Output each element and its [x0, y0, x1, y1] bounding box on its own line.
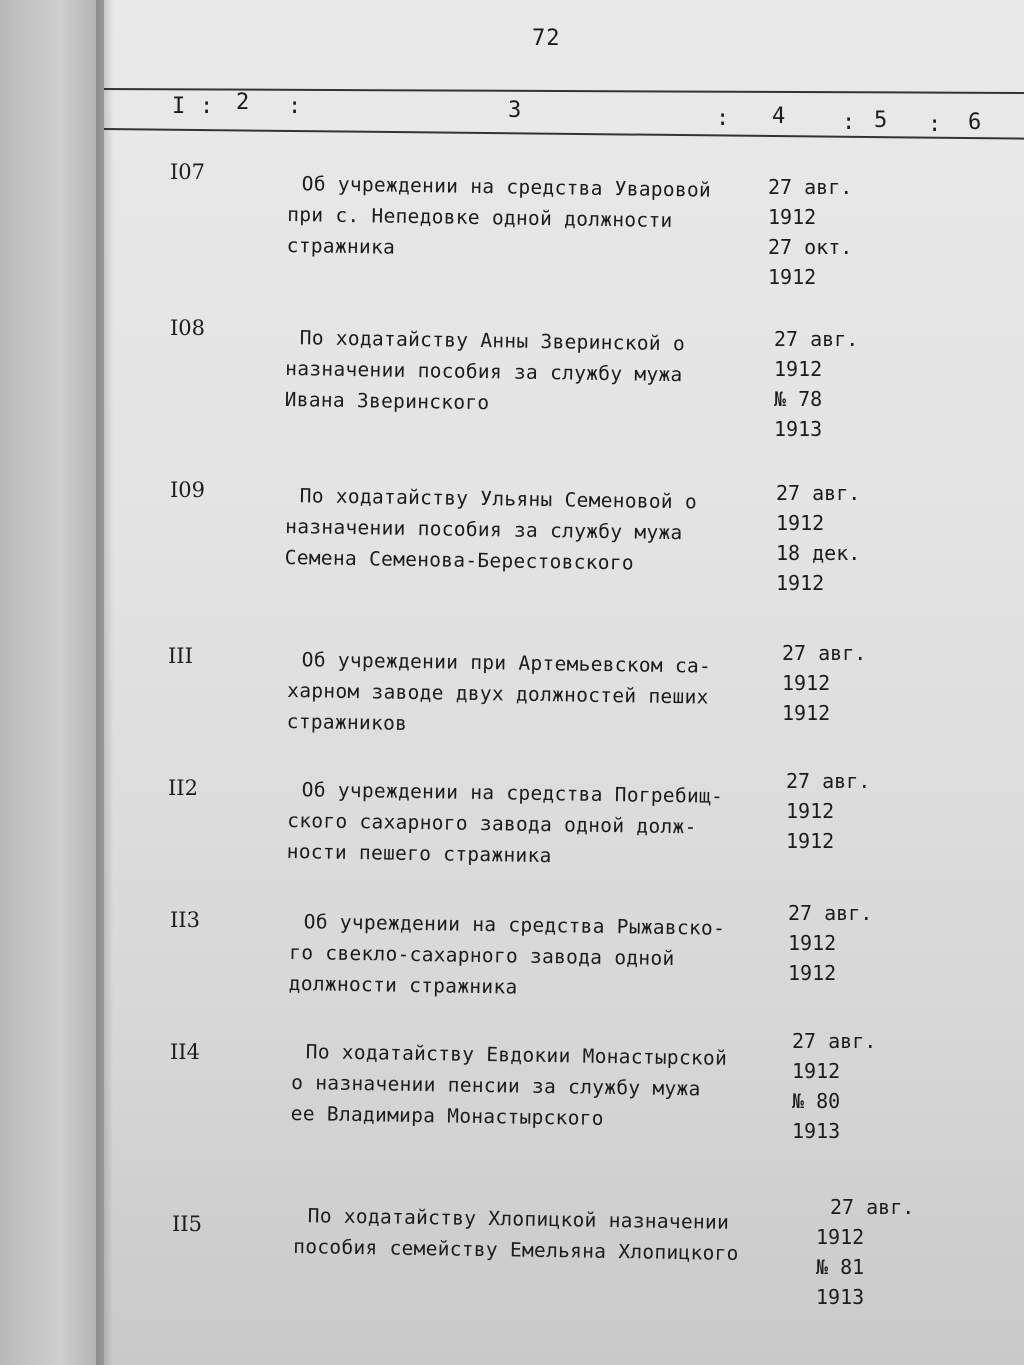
col-header-sep: : — [288, 94, 302, 119]
entry-date-line: 1912 — [768, 265, 817, 289]
col-header-3: 3 — [508, 98, 522, 123]
entry-date-line: № 81 — [816, 1255, 865, 1279]
entry-title-line: ее Владимира Монастырского — [290, 1101, 604, 1130]
entry-dates — [774, 324, 858, 444]
entry-title-line: ности пешего стражника — [286, 839, 552, 868]
entry-title-line: назначении пособия за службу мужа — [285, 514, 683, 545]
entry-number: I08 — [170, 316, 206, 340]
col-header-4: 4 — [772, 104, 786, 129]
entry-title-line: должности стражника — [288, 971, 518, 999]
entry-date-line: 1912 — [786, 829, 835, 853]
col-header-sep: : — [842, 110, 856, 135]
entry-title — [285, 480, 698, 579]
entry-title-line: при с. Непедовке одной должности — [287, 202, 673, 233]
entry-title-line: о назначении пенсии за службу мужа — [291, 1070, 701, 1101]
entry-title-line: Ивана Зверинского — [284, 387, 490, 415]
entry-title — [289, 906, 726, 1006]
book-spine-shadow — [96, 0, 114, 1365]
entry-date-line: 1912 — [788, 961, 837, 985]
entry-date-line: 1912 — [786, 799, 835, 823]
entry-title-line: стражников — [286, 709, 408, 735]
entry-number: I07 — [170, 160, 206, 184]
left-page-edge — [0, 0, 110, 1365]
entry-dates — [788, 898, 872, 988]
entry-dates — [792, 1026, 876, 1146]
entry-title — [287, 168, 712, 268]
entry-date-line: № 78 — [774, 387, 823, 411]
entry-dates — [782, 638, 866, 728]
entry-date-line: 27 авг. — [830, 1195, 915, 1219]
entry-number: II4 — [170, 1040, 200, 1064]
page-number: 72 — [532, 26, 561, 51]
entry-date-line: 1912 — [816, 1225, 865, 1249]
entry-date-line: 1912 — [768, 205, 817, 229]
entry-title-line: Об учреждении на средства Рыжавско- — [303, 910, 726, 940]
entry-title-line: стражника — [286, 233, 396, 259]
entry-date-line: 1912 — [788, 931, 837, 955]
entry-number: I09 — [170, 478, 206, 502]
entry-title-line: По ходатайству Хлопицкой назначении — [307, 1204, 730, 1234]
col-header-sep: : — [200, 94, 214, 119]
entry-date-line: 1912 — [782, 701, 831, 725]
entry-title-line: Семена Семенова-Берестовского — [284, 545, 635, 575]
entry-title — [285, 322, 686, 421]
col-header-2: 2 — [236, 90, 250, 115]
entry-date-line: 1912 — [774, 357, 823, 381]
entry-dates — [776, 478, 860, 598]
entry-title-line: По ходатайству Ульяны Семеновой о — [299, 484, 698, 514]
entry-date-line: 1912 — [792, 1059, 841, 1083]
entry-title-line: назначении пособия за службу мужа — [285, 356, 683, 387]
entry-number: II5 — [172, 1212, 202, 1236]
entry-title-line: По ходатайству Евдокии Монастырской — [305, 1040, 728, 1070]
entry-title-line: Об учреждении на средства Погребищ- — [301, 778, 724, 808]
entry-number: II3 — [170, 908, 200, 932]
entry-date-line: 1913 — [774, 417, 823, 441]
col-header-6: 6 — [968, 110, 982, 135]
entry-date-line: 27 авг. — [782, 641, 867, 665]
entry-date-line: 1912 — [782, 671, 831, 695]
entry-title — [287, 644, 712, 744]
col-header-5: 5 — [874, 108, 888, 133]
entry-date-line: 27 авг. — [788, 901, 873, 925]
entry-date-line: 27 авг. — [792, 1029, 877, 1053]
entry-title-line: харном заводе двух должностей пеших — [287, 678, 709, 709]
col-header-sep: : — [928, 112, 942, 137]
entry-title-line: Об учреждении на средства Уваровой — [301, 172, 712, 202]
entry-title-line: По ходатайству Анны Зверинской о — [299, 326, 686, 356]
entry-date-line: 27 авг. — [774, 327, 859, 351]
entry-number: II2 — [168, 776, 198, 800]
entry-date-line: 1913 — [816, 1285, 865, 1309]
entry-title-line: го свекло-сахарного завода одной — [289, 940, 675, 971]
col-header-sep: : — [716, 106, 730, 131]
entry-dates — [768, 172, 852, 292]
entry-dates — [786, 766, 870, 856]
entry-date-line: 27 окт. — [768, 235, 853, 259]
col-header-1: I — [172, 94, 186, 119]
entry-date-line: 1913 — [792, 1119, 841, 1143]
entry-title-line: Об учреждении при Артемьевском са- — [301, 648, 712, 678]
entry-title-line: ского сахарного завода одной долж- — [287, 808, 697, 839]
entry-dates — [816, 1192, 914, 1312]
entry-title — [287, 774, 724, 874]
entry-date-line: 1912 — [776, 571, 825, 595]
entry-title — [291, 1036, 728, 1136]
entry-date-line: 27 авг. — [786, 769, 871, 793]
entry-date-line: 1912 — [776, 511, 825, 535]
entry-number: III — [168, 644, 193, 668]
entry-date-line: № 80 — [792, 1089, 841, 1113]
entry-title-line: пособия семейству Емельяна Хлопицкого — [293, 1234, 739, 1265]
entry-date-line: 27 авг. — [768, 175, 853, 199]
entry-date-line: 18 дек. — [776, 541, 861, 565]
entry-title — [293, 1200, 739, 1269]
entry-date-line: 27 авг. — [776, 481, 861, 505]
